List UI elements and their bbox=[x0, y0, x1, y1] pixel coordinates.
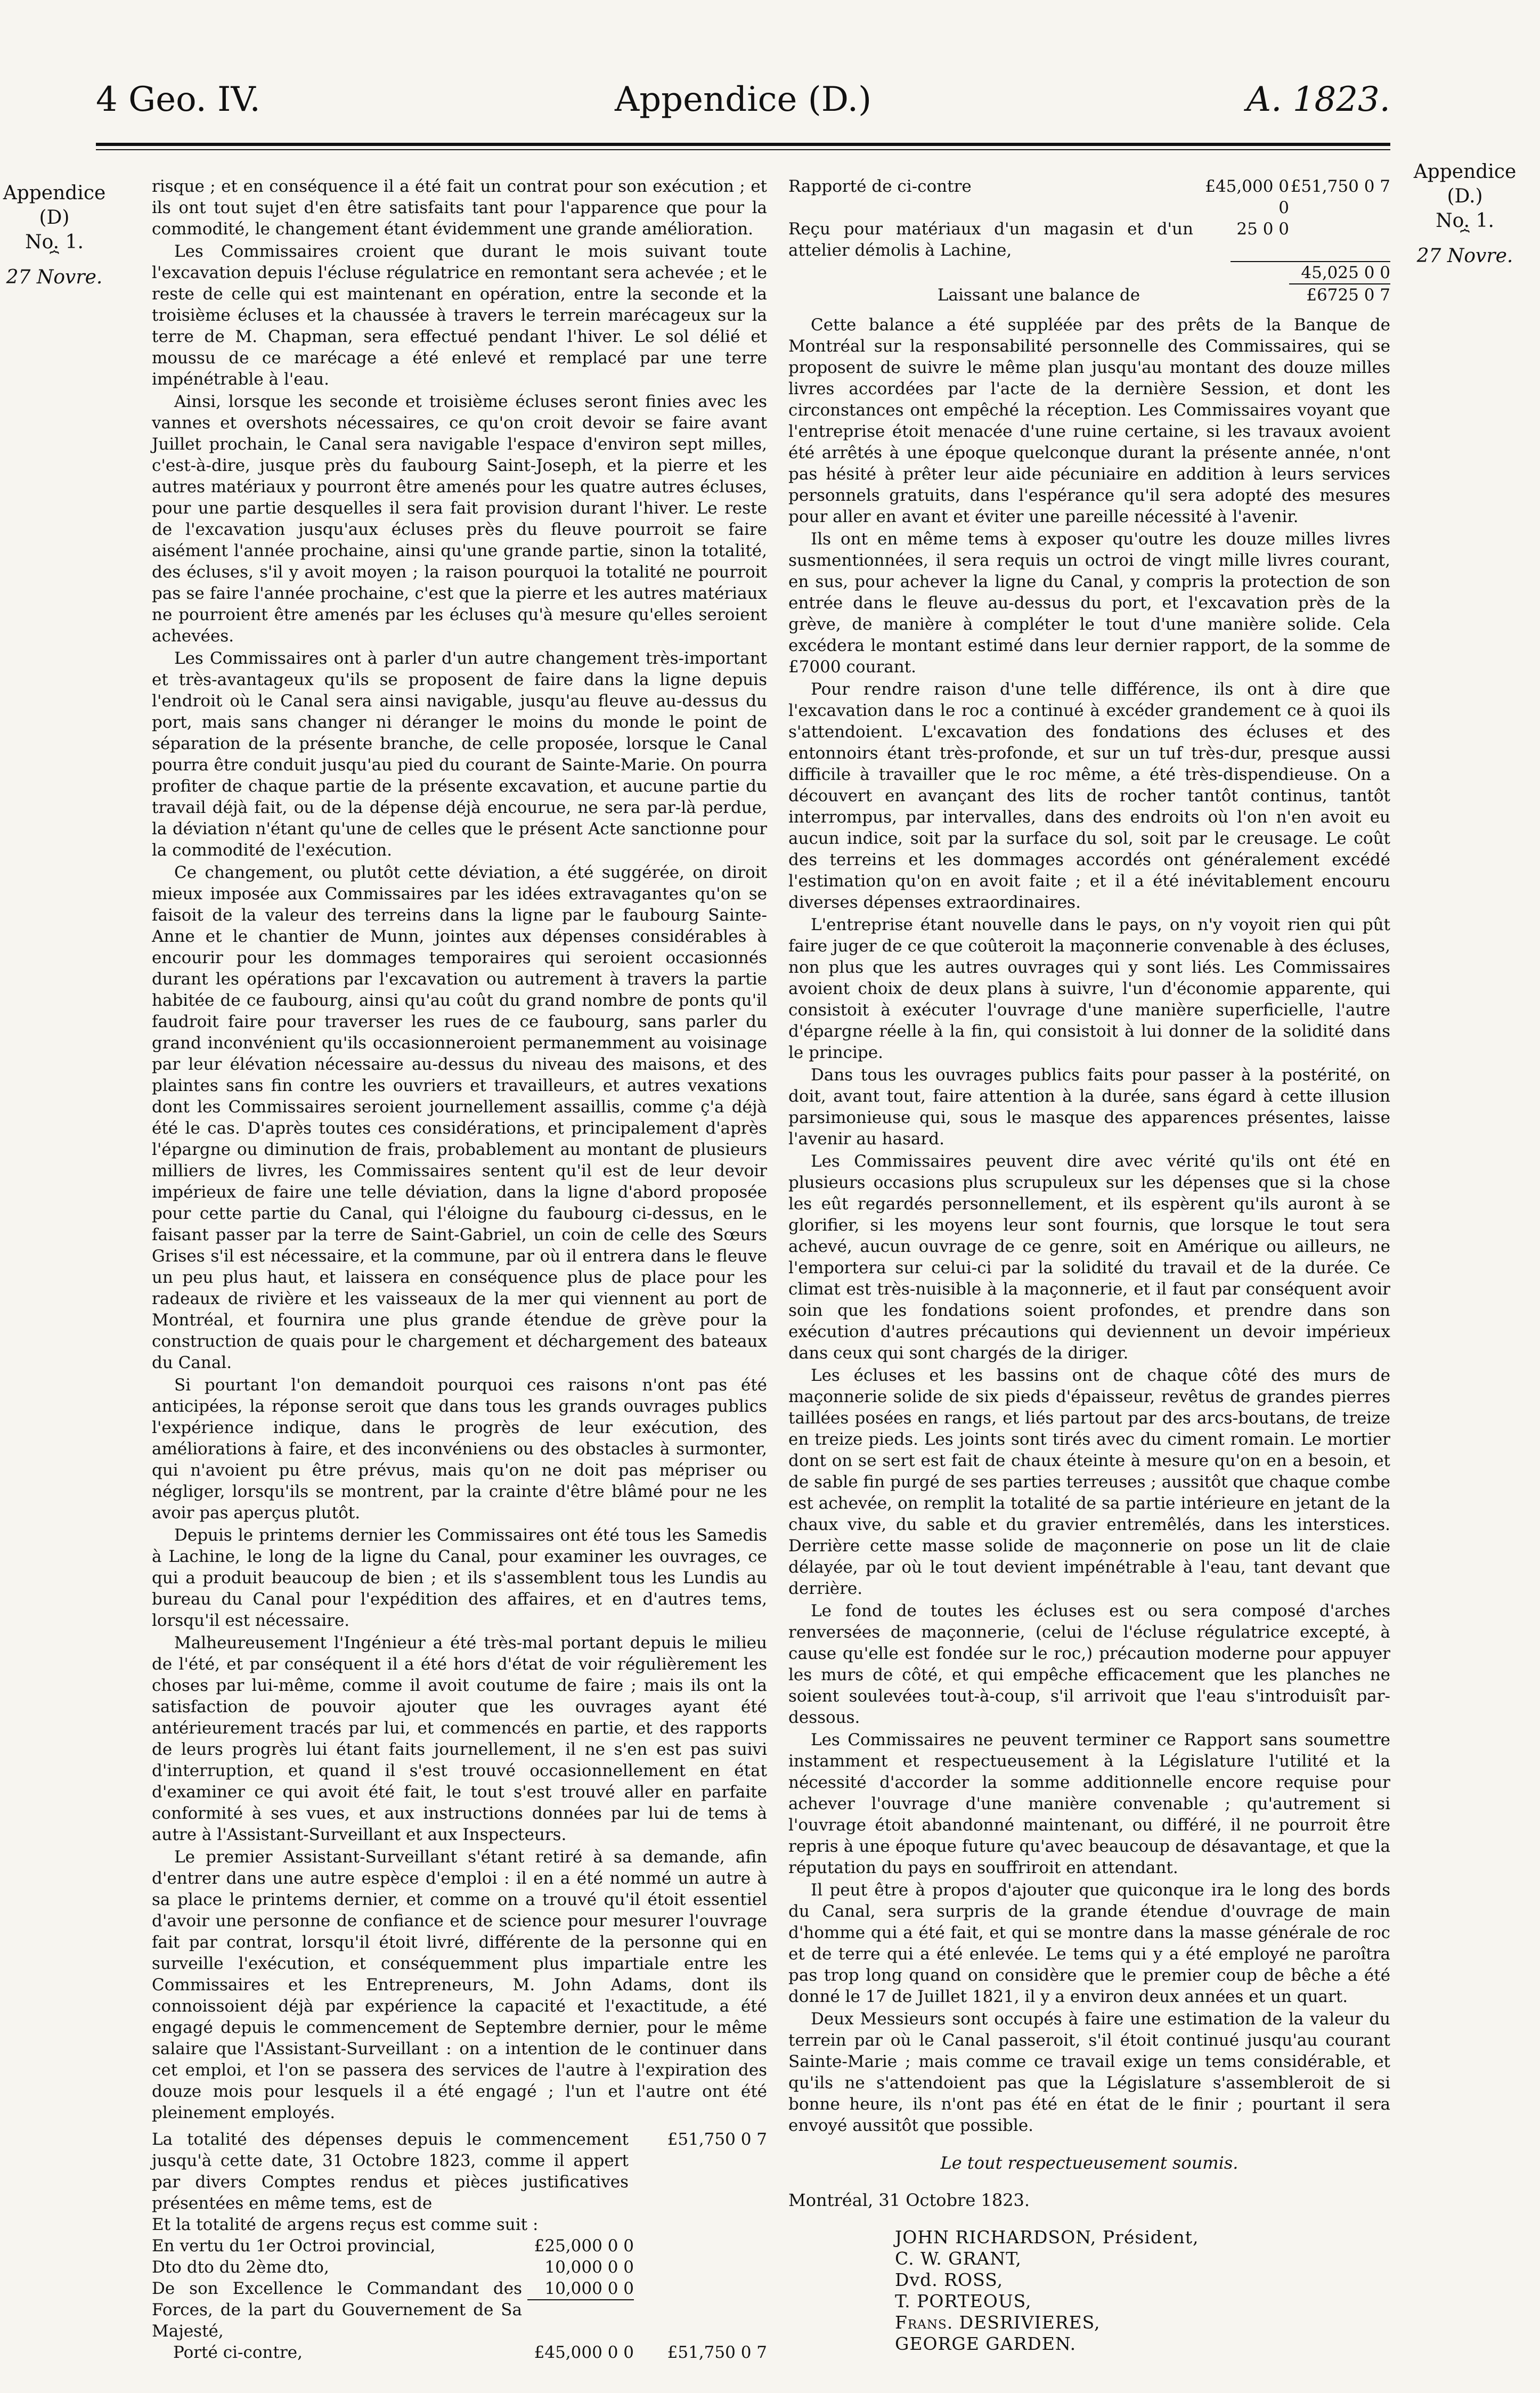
signatory: GEORGE GARDEN. bbox=[895, 2333, 1077, 2354]
account-label: Et la totalité de argens reçus est comme suit : bbox=[152, 2215, 539, 2234]
account-amount: £25,000 0 0 bbox=[534, 2236, 634, 2256]
margin-left-appendix: Appendice bbox=[3, 182, 106, 204]
paragraph: Les Commissaires ne peuvent terminer ce Rapport sans soumettre instamment et respectueusement à la Législature l'utilité et la nécessité d'accorder la somme additionnelle encore requise pour achever l'ouvrage d'une manière convenable ; qu'autrement si l'ouvrage étoit abandonné maintenant, ou différé, il ne pourroit être repris à une époque future qu'avec beaucoup de désavantage, et que la réputation du pays en souffriroit en attendant. bbox=[788, 1730, 1390, 1877]
paragraph: Ainsi, lorsque les seconde et troisième écluses seront finies avec les vannes et overshots nécessaires, ce qu'on croit devoir se faire avant Juillet prochain, le Canal sera navigable l'espace d'environ sept milles, c'est-à-dire, jusque près du faubourg Saint-Joseph, et la pierre et les autres matériaux y pourront être amenés pour les quatre autres écluses, pour une partie desquelles il sera fait provision durant l'hiver. Le reste de l'excavation jusqu'aux écluses près du fleuve pourroit se faire aisément l'année prochaine, ainsi qu'une grande partie, sinon la totalité, des écluses, s'il y avoit moyen ; la raison pourquoi la totalité ne pourroit pas se faire l'année prochaine, c'est que la pierre et les autres matériaux ne pourroient être amenés par les écluses qu'à mesure qu'elles seroient achevées. bbox=[152, 392, 767, 646]
account-amount: 25 0 0 bbox=[1236, 219, 1289, 239]
account-row-balance bbox=[788, 283, 1390, 306]
left-column bbox=[152, 176, 767, 2363]
paragraph: Dans tous les ouvrages publics faits pour passer à la postérité, on doit, avant tout, faire attention à la durée, sans égard à cette illusion parsimonieuse qui, sous le masque des apparences présentes, laisse l'avenir au hasard. bbox=[788, 1065, 1390, 1149]
margin-right-letter: (D.) bbox=[1447, 185, 1483, 207]
margin-left-date: 27 Novre. bbox=[6, 266, 103, 288]
paragraph: Pour rendre raison d'une telle différence, ils ont à dire que l'excavation dans le roc a continué à excéder grandement ce à quoi ils s'attendoient. L'excavation des fondations des écluses et des entonnoirs étant très-profonde, et sur un tuf très-dur, presque aussi difficile à travailler que le roc même, a été très-dispendieuse. On a découvert en avançant des lits de rocher tantôt continus, tantôt interrompus, par intervalles, dans des endroits où l'on n'en avoit eu aucun indice, soit par la surface du sol, soit par le creusage. Le coût des terreins et les dommages accordés ont généralement excédé l'estimation qu'on en avoit faite ; et il a été inévitablement encouru diverses dépenses extraordinaires. bbox=[788, 680, 1390, 912]
account-amount: 10,000 0 0 bbox=[527, 2278, 634, 2300]
header-rule-thick bbox=[96, 143, 1390, 146]
header-rule-thin bbox=[96, 149, 1390, 150]
account-label: Rapporté de ci-contre bbox=[788, 177, 972, 196]
account-amount: £45,000 0 0 bbox=[534, 2343, 634, 2362]
account-row-carried bbox=[152, 2342, 767, 2363]
account-row-item bbox=[152, 2235, 767, 2257]
signatory: T. PORTEOUS, bbox=[895, 2291, 1032, 2311]
paragraph: Malheureusement l'Ingénieur a été très-mal portant depuis le milieu de l'été, et par conséquent il a été hors d'état de voir régulièrement les choses par lui-même, comme il avoit coutume de faire ; mais ils ont la satisfaction de pouvoir ajouter que les ouvrages ayant été antérieurement tracés par lui, et commencés en partie, et des rapports de leurs progrès lui étant faits journellement, il ne s'en est pas suivi d'interruption, et quand il s'est trouvé occasionnellement en état d'examiner ce qui avoit été fait, le tout s'est trouvé aller en parfaite conformité à ses vues, et aux instructions données par lui de tems à autre à l'Assistant-Surveillant et aux Inspecteurs. bbox=[152, 1633, 767, 1844]
paragraph: Il peut être à propos d'ajouter que quiconque ira le long des bords du Canal, sera surpris de la grande étendue d'ouvrage de main d'homme qui a été fait, et qui se montre dans la masse générale de roc et de terre qui a été enlevée. Le tems qui y a été employé ne paroîtra pas trop long quand on considère que le premier coup de bêche a été donné le 17 de Juillet 1821, il y a environ deux années et un quart. bbox=[788, 1881, 1390, 2006]
signatory: C. W. GRANT, bbox=[895, 2248, 1022, 2269]
account-label: Dto dto du 2ème dto, bbox=[152, 2258, 329, 2277]
paragraph: L'entreprise étant nouvelle dans le pays, on n'y voyoit rien qui pût faire juger de ce que coûteroit la maçonnerie convenable à des écluses, non plus que les autres ouvrages qui y sont liés. Les Commissaires avoient choix de deux plans à suivre, l'un d'économie apparente, qui consistoit à exécuter l'ouvrage d'une manière superficielle, l'autre d'épargne réelle à la fin, qui consistoit à lui donner de la solidité dans le principe. bbox=[788, 915, 1390, 1062]
paragraph: Deux Messieurs sont occupés à faire une estimation de la valeur du terrein par où le Canal passeroit, s'il étoit continué jusqu'au courant Sainte-Marie ; mais comme ce travail exige un tems considérable, et qu'ils ne s'attendoient pas que la Législature s'assembleroit de si bonne heure, ils n'ont pas été en état de le finir ; pourtant il sera envoyé aussitôt que possible. bbox=[788, 2009, 1390, 2135]
account-amount: £51,750 0 7 bbox=[1290, 177, 1390, 196]
dateline: Montréal, 31 Octobre 1823. bbox=[788, 2190, 1030, 2210]
paragraph: Si pourtant l'on demandoit pourquoi ces raisons n'ont pas été anticipées, la réponse seroit que dans tous les grands ouvrages publics l'expérience indique, dans le progrès de leur exécution, des améliorations à faire, et des inconvéniens ou des obstacles à surmonter, qui n'avoient pu être prévus, mais qu'on ne doit pas mépriser ou négliger, lorsqu'ils se montrent, par la crainte d'être blâmé pour ne les avoir pas aperçus plutôt. bbox=[152, 1375, 767, 1523]
account-row-received bbox=[788, 218, 1390, 261]
header-appendix: Appendice (D.) bbox=[614, 80, 872, 119]
account-label: La totalité des dépenses depuis le commencement jusqu'à cette date, 31 Octobre 1823, comme il appert par divers Comptes rendus et pièces justificatives présentées en même tems, est de bbox=[152, 2130, 629, 2213]
signatory: Frans. DESRIVIERES, bbox=[895, 2312, 1101, 2333]
signatory: Dvd. ROSS, bbox=[895, 2269, 1004, 2290]
account-row-item bbox=[152, 2257, 767, 2278]
account-amount: £45,000 0 0 bbox=[1205, 177, 1289, 217]
paragraph: Le fond de toutes les écluses est ou sera composé d'arches renversées de maçonnerie, (celui de l'écluse régulatrice excepté, à cause qu'elle est fondée sur le roc,) précaution moderne pour appuyer les murs de côté, et qui empêche efficacement que les planches ne soient soulevées tout-à-coup, s'il arrivoit que l'eau s'introduisît par-dessous. bbox=[788, 1601, 1390, 1727]
account-amount: £51,750 0 7 bbox=[667, 2343, 767, 2362]
margin-left-number: No. 1. bbox=[25, 231, 84, 253]
paragraph: risque ; et en conséquence il a été fait un contrat pour son exécution ; et ils ont tout sujet d'en être satisfaits tant pour l'apparence que pour la commodité, le changement étant évidemment une grande amélioration. bbox=[152, 177, 767, 239]
margin-note-right bbox=[1412, 160, 1518, 268]
header-year: A. 1823. bbox=[1246, 80, 1390, 119]
page-header bbox=[96, 80, 1390, 139]
margin-right-appendix: Appendice bbox=[1413, 161, 1517, 183]
margin-note-left bbox=[1, 181, 108, 290]
paragraph: Le premier Assistant-Surveillant s'étant retiré à sa demande, afin d'entrer dans une autre espèce d'emploi : il en a été nommé un autre à sa place le printems dernier, et comme on a trouvé qu'il étoit essentiel d'avoir une personne de confiance et de science pour mesurer l'ouvrage fait par contrat, lorsqu'il étoit livré, différente de la personne qui en surveille l'exécution, et conséquemment plus impartiale entre les Commissaires et les Entrepreneurs, M. John Adams, dont ils connoissoient déjà par expérience la capacité et l'exactitude, a été engagé depuis le commencement de Septembre dernier, pour le même salaire que l'Assistant-Surveillant : on a intention de le continuer dans cet emploi, et l'on se passera des services de l'autre à l'expiration des douze mois pour lesquels il a été engagé ; l'un et l'autre ont été pleinement employés. bbox=[152, 1847, 767, 2122]
margin-left-letter: (D) bbox=[39, 207, 70, 229]
margin-right-date: 27 Novre. bbox=[1416, 245, 1513, 267]
paragraph: Les écluses et les bassins ont de chaque côté des murs de maçonnerie solide de six pieds d'épaisseur, revêtus de grandes pierres taillées posées en rangs, et liés partout par des arcs-boutans, de treize en treize pieds. Les joints sont tirés avec du ciment romain. Le mortier dont on se sert est fait de chaux éteinte à mesure qu'on en a besoin, et de sable fin purgé de ses parties terreuses ; aussitôt que chaque combe est achevée, on remplit la totalité de sa partie intérieure en jetant de la chaux vive, du sable et du gravier entremêlés, dans les interstices. Derrière cette masse solide de maçonnerie on pose un lit de claie délayée, par où le tout devient impénétrable à l'eau, tant devant que derrière. bbox=[788, 1366, 1390, 1598]
account-amount: 10,000 0 0 bbox=[544, 2258, 634, 2277]
margin-right-brace: ⏞ bbox=[1460, 229, 1470, 248]
signatories bbox=[895, 2227, 1390, 2355]
account-row-subtotal bbox=[788, 261, 1390, 283]
paragraph: Cette balance a été suppléée par des prêts de la Banque de Montréal sur la responsabilité personnelle des Commissaires, qui se proposent de suivre le même plan jusqu'au montant des douze milles livres accordées par l'acte de la dernière Session, et dont les circonstances ont empêché la réception. Les Commissaires voyant que l'entreprise étoit menacée d'une ruine certaine, si les travaux avoient été arrêtés à une époque quelconque durant la présente année, n'ont pas hésité à prêter leur aide pécuniaire en addition à leurs services personnels gratuits, dans l'espérance qu'il sera adopté des mesures pour aller en avant et éviter une pareille nécessité à l'avenir. bbox=[788, 315, 1390, 526]
paragraph: Depuis le printems dernier les Commissaires ont été tous les Samedis à Lachine, le long de la ligne du Canal, pour examiner les ouvrages, ce qui a produit beaucoup de bien ; et ils s'assemblent tous les Lundis au bureau du Canal pour l'expédition des affaires, et en d'autres tems, lorsqu'il est nécessaire. bbox=[152, 1526, 767, 1630]
account-amount: £6725 0 7 bbox=[1289, 283, 1390, 306]
account-row-total-expenses bbox=[152, 2129, 767, 2214]
paragraph: Les Commissaires croient que durant le mois suivant toute l'excavation depuis l'écluse régulatrice en remontant sera achevée ; et le reste de celle qui est maintenant en opération, entre la seconde et la troisième écluses et la chaussée à travers le terrein marécageux sur la terre de M. Chapman, sera effectué pendant l'hiver. Le sol délié et moussu de ce marécage a été enlevé et remplacé par une terre impénétrable à l'eau. bbox=[152, 242, 767, 389]
signatory: JOHN RICHARDSON, Président, bbox=[895, 2227, 1199, 2248]
closing-formula: Le tout respectueusement soumis. bbox=[940, 2153, 1238, 2173]
account-label: Reçu pour matériaux d'un magasin et d'un attelier démolis à Lachine, bbox=[788, 219, 1193, 260]
account-label: En vertu du 1er Octroi provincial, bbox=[152, 2236, 436, 2256]
account-row-item bbox=[152, 2278, 767, 2342]
paragraph: Les Commissaires ont à parler d'un autre changement très-important et très-avantageux qu'ils se proposent de faire dans la ligne depuis l'endroit où le Canal sera ainsi navigable, jusqu'au fleuve au-dessus du port, mais sans changer ni déranger le moins du monde le point de séparation de la présente branche, de celle proposée, lorsque le Canal pourra être conduit jusqu'au pied du courant de Sainte-Marie. On pourra profiter de chaque partie de la présente excavation, et aucune partie du travail déjà fait, ou de la dépense déjà encourue, ne sera par-là perdue, la déviation n'étant qu'une de celles que le présent Acte sanctionne pour la commodité de l'exécution. bbox=[152, 649, 767, 860]
paragraph: Ce changement, ou plutôt cette déviation, a été suggérée, on diroit mieux imposée aux Commissaires par les idées extravagantes qu'on se faisoit de la valeur des terreins dans la ligne par le faubourg Sainte-Anne et le chantier de Munn, jointes aux dépenses considérables à encourir pour les dommages temporaires qui seroient occasionnés durant les opérations par l'excavation ou autrement à travers la partie habitée de ce faubourg, ainsi qu'au coût du grand nombre de ponts qu'il faudroit faire pour traverser les rues de ce faubourg, sans parler du grand inconvénient qu'ils occasionneroient permanemment au voisinage par leur élévation nécessaire au-dessus du niveau des maisons, et des plaintes sans fin contre les ouvriers et travailleurs, et autres vexations dont les Commissaires seroient journellement assaillis, comme ç'a déjà été le cas. D'après toutes ces considérations, et principalement d'après l'épargne ou diminution de frais, probablement au montant de plusieurs milliers de livres, les Commissaires sentent qu'il est de leur devoir impérieux de faire une telle déviation, dans la ligne d'abord proposée pour cette partie du Canal, qui l'éloigne du faubourg ci-dessus, en le faisant passer par la terre de Saint-Gabriel, un coin de celle des Sœurs Grises s'il est nécessaire, et la commune, par où il entrera dans le fleuve un peu plus haut, et laissera en conséquence plus de place pour les radeaux de rivière et les vaisseaux de la mer qui viennent au port de Montréal, et fournira une plus grande étendue de grève pour la construction de quais pour le chargement et déchargement des bateaux du Canal. bbox=[152, 863, 767, 1372]
account-label: Porté ci-contre, bbox=[173, 2343, 303, 2362]
account-amount: 45,025 0 0 bbox=[1231, 261, 1390, 283]
paragraph: Les Commissaires peuvent dire avec vérité qu'ils ont été en plusieurs occasions plus scrupuleux sur les dépenses que si la chose les eût regardés personnellement, et ils espèrent qu'ils auront à se glorifier, si les moyens leur sont fournis, que lorsque le tout sera achevé, aucun ouvrage de ce genre, soit en Amérique ou ailleurs, ne l'emportera sur celui-ci par la solidité du travail et de la durée. Ce climat est très-nuisible à la maçonnerie, et il faut par conséquent avoir soin que les fondations soient profondes, et prendre dans son exécution d'autres précautions qui deviennent un devoir impérieux dans ceux qui sont chargés de la diriger. bbox=[788, 1152, 1390, 1363]
paragraph: Ils ont en même tems à exposer qu'outre les douze milles livres susmentionnées, il sera requis un octroi de vingt mille livres courant, en sus, pour achever la ligne du Canal, y compris la protection de son entrée dans le fleuve au-dessus du port, et l'excavation près de la grève, de manière à compléter le tout d'une manière solide. Cela excédera le montant estimé dans leur dernier rapport, de la somme de £7000 courant. bbox=[788, 530, 1390, 677]
account-label: De son Excellence le Commandant des Forces, de la part du Gouvernement de Sa Majesté, bbox=[152, 2279, 522, 2341]
expense-account bbox=[152, 2129, 767, 2363]
account-row-brought bbox=[788, 176, 1390, 218]
right-column bbox=[788, 176, 1390, 2355]
account-row-receipts-intro bbox=[152, 2214, 767, 2235]
margin-right-number: No. 1. bbox=[1436, 210, 1494, 232]
balance-account bbox=[788, 176, 1390, 306]
header-session: 4 Geo. IV. bbox=[96, 80, 260, 119]
account-label: Laissant une balance de bbox=[937, 286, 1140, 305]
margin-left-brace: ⏞ bbox=[50, 250, 59, 269]
account-amount: £51,750 0 7 bbox=[667, 2130, 767, 2149]
